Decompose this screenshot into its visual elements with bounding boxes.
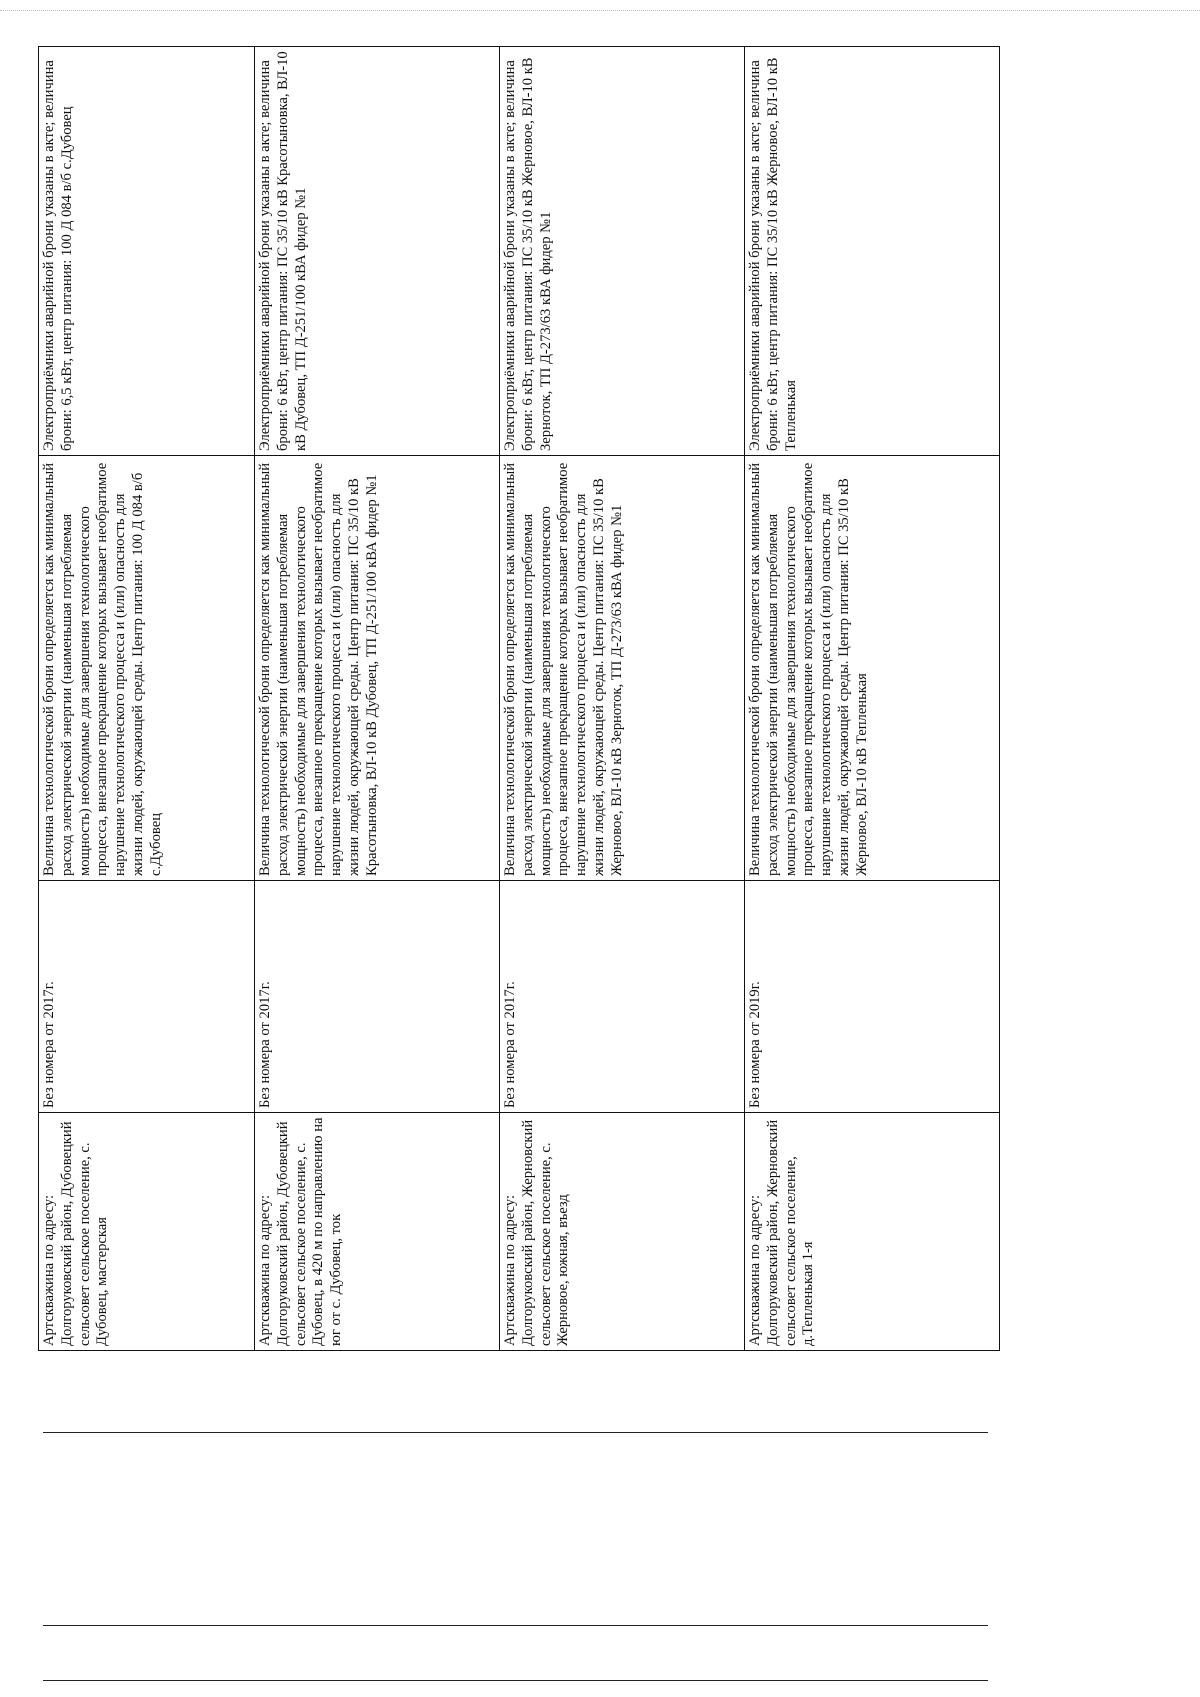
- rotated-page: [38, 47, 999, 1351]
- rotated-table-area: [38, 47, 999, 1351]
- reserve-table: [38, 46, 1000, 1351]
- emergency-reserve-cell: [39, 47, 255, 456]
- emergency-reserve-cell: [745, 47, 1000, 456]
- tech-reserve-text: Величина технологической брони определяется как минимальный расход электрической энергии (наименьшая потребляемая мощность) необходимые для завершения технологического процесса, внезапное прекращение которых вызывает необратимое нарушение технологического процесса и (или) опасность для жизни людей, окружающей среды. Центр питания: ПС 35/10 кВ Красотыновка, ВЛ-10 кВ Дубовец, ТП Д-251/100 кВА фидер №1: [257, 462, 380, 876]
- table-row: [255, 47, 500, 1351]
- document-cell: [39, 881, 255, 1113]
- document-text: Без номера от 2019г.: [747, 981, 763, 1108]
- object-text: Артскважина по адресу: Долгоруковский район, Дубовецкий сельсовет сельское поселение, с. Дубовец, в 420 м по направлению на юг от с. Дубовец, ток: [257, 1117, 345, 1346]
- page-rule-line: [43, 1680, 988, 1681]
- document-text: Без номера от 2017г.: [257, 981, 273, 1108]
- document-cell: [745, 881, 1000, 1113]
- document-cell: [255, 881, 500, 1113]
- table-row: [500, 47, 745, 1351]
- tech-reserve-text: Величина технологической брони определяется как минимальный расход электрической энергии (наименьшая потребляемая мощность) необходимые для завершения технологического процесса, внезапное прекращение которых вызывает необратимое нарушение технологического процесса и (или) опасность для жизни людей, окружающей среды. Центр питания: ПС 35/10 кВ Жерновое, ВЛ-10 кВ Зерноток, ТП Д-273/63 кВА фидер №1: [502, 462, 625, 876]
- object-text: Артскважина по адресу: Долгоруковский район, Жерновский сельсовет сельское поселение, д.Тепленькая 1-я: [747, 1119, 817, 1346]
- emergency-reserve-cell: [255, 47, 500, 456]
- page-rule-line: [43, 1625, 988, 1626]
- tech-reserve-text: Величина технологической брони определяется как минимальный расход электрической энергии (наименьшая потребляемая мощность) необходимые для завершения технологического процесса, внезапное прекращение которых вызывает необратимое нарушение технологического процесса и (или) опасность для жизни людей, окружающей среды. Центр питания: ПС 35/10 кВ Жерновое, ВЛ-10 кВ Тепленькая: [747, 462, 870, 876]
- emergency-reserve-text: Электроприёмники аварийной брони указаны в акте; величина брони: 6 кВт, центр питания: ПС 35/10 кВ Жерновое, ВЛ-10 кВ Тепленькая: [747, 57, 799, 451]
- document-cell: [500, 881, 745, 1113]
- emergency-reserve-text: Электроприёмники аварийной брони указаны в акте; величина брони: 6 кВт, центр питания: ПС 35/10 кВ Красотыновка, ВЛ-10 кВ Дубовец, ТП Д-251/100 кВА фидер №1: [257, 51, 309, 451]
- emergency-reserve-cell: [500, 47, 745, 456]
- object-cell: [745, 1113, 1000, 1351]
- object-text: Артскважина по адресу: Долгоруковский район, Жерновский сельсовет сельское поселение, с. Жерновое, южная, въезд: [502, 1119, 572, 1346]
- object-text: Артскважина по адресу: Долгоруковский район, Дубовецкий сельсовет сельское поселение, с. Дубовец, мастерская: [41, 1121, 111, 1346]
- tech-reserve-cell: [39, 456, 255, 881]
- tech-reserve-cell: [745, 456, 1000, 881]
- object-cell: [255, 1113, 500, 1351]
- emergency-reserve-text: Электроприёмники аварийной брони указаны в акте; величина брони: 6,5 кВт, центр питания: 100 Д 084 в/б с.Дубовец: [41, 60, 75, 451]
- document-text: Без номера от 2017г.: [41, 981, 57, 1108]
- table-row: [39, 47, 255, 1351]
- scan-top-edge: [0, 10, 1200, 11]
- emergency-reserve-text: Электроприёмники аварийной брони указаны в акте; величина брони: 6 кВт, центр питания: ПС 35/10 кВ Жерновое, ВЛ-10 кВ Зерноток, ТП Д-273/63 кВА фидер №1: [502, 57, 554, 451]
- document-text: Без номера от 2017г.: [502, 981, 518, 1108]
- object-cell: [39, 1113, 255, 1351]
- tech-reserve-text: Величина технологической брони определяется как минимальный расход электрической энергии (наименьшая потребляемая мощность) необходимые для завершения технологического процесса, внезапное прекращение которых вызывает необратимое нарушение технологического процесса и (или) опасность для жизни людей, окружающей среды. Центр питания: 100 Д 084 в/б с.Дубовец: [41, 462, 164, 876]
- table-row: [745, 47, 1000, 1351]
- object-cell: [500, 1113, 745, 1351]
- tech-reserve-cell: [255, 456, 500, 881]
- page-rule-line: [43, 1432, 988, 1433]
- tech-reserve-cell: [500, 456, 745, 881]
